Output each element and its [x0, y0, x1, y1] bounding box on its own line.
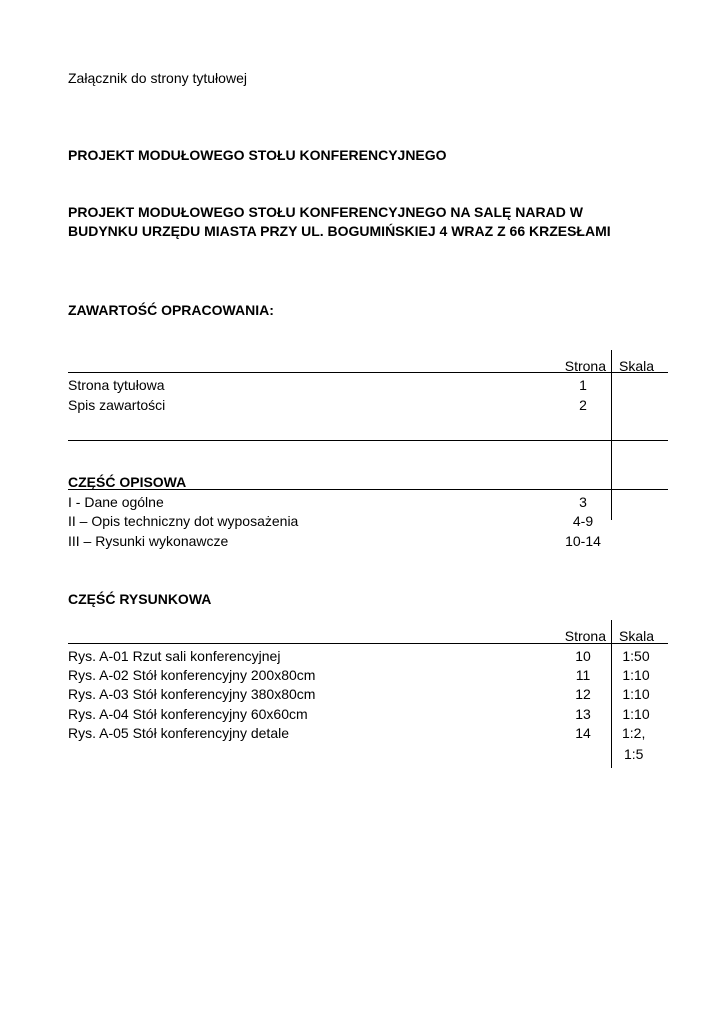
table1-section-rule	[68, 440, 668, 441]
table1-row-name: Spis zawartości	[68, 397, 166, 413]
drawings-heading: CZĘŚĆ RYSUNKOWA	[68, 591, 212, 607]
drawings-header-scale: Skala	[619, 628, 655, 644]
project-full-title-line-1: PROJEKT MODUŁOWEGO STOŁU KONFERENCYJNEGO NA SALĘ NARAD W	[68, 204, 583, 220]
drawings-header-rule	[68, 643, 668, 644]
descriptive-heading: CZĘŚĆ OPISOWA	[68, 474, 187, 490]
drawing-row-scale: 1:50	[622, 648, 650, 664]
drawing-row-page: 13	[575, 706, 591, 722]
drawing-row-scale: 1:10	[622, 706, 650, 722]
drawing-row-scale: 1:10	[622, 686, 650, 702]
drawing-scale-continuation: 1:5	[624, 746, 644, 762]
drawing-row-page: 14	[575, 725, 591, 741]
table1-row-page: 1	[579, 377, 587, 393]
table1-row-page: 2	[579, 397, 587, 413]
descriptive-row-page: 3	[579, 494, 587, 510]
descriptive-row-name: II – Opis techniczny dot wyposażenia	[68, 513, 299, 529]
drawing-row-page: 10	[575, 648, 591, 664]
descriptive-row-page: 4-9	[572, 513, 594, 529]
descriptive-row-name: I - Dane ogólne	[68, 494, 164, 510]
project-full-title-line-2: BUDYNKU URZĘDU MIASTA PRZY UL. BOGUMIŃSKIEJ 4 WRAZ Z 66 KRZESŁAMI	[68, 223, 611, 239]
descriptive-row-name: III – Rysunki wykonawcze	[68, 533, 229, 549]
table1-header-rule	[68, 372, 668, 373]
drawing-row-name: Rys. A-01 Rzut sali konferencyjnej	[68, 648, 281, 664]
drawing-row-page: 12	[575, 686, 591, 702]
drawings-header-page: Strona	[564, 628, 606, 644]
drawing-row-scale: 1:10	[622, 667, 650, 683]
contents-heading: ZAWARTOŚĆ OPRACOWANIA:	[68, 302, 274, 318]
drawing-row-name: Rys. A-04 Stół konferencyjny 60x60cm	[68, 706, 308, 722]
table1-column-divider	[611, 350, 612, 520]
table1-header-scale: Skala	[619, 358, 655, 374]
drawing-row-name: Rys. A-05 Stół konferencyjny detale	[68, 725, 290, 741]
project-title: PROJEKT MODUŁOWEGO STOŁU KONFERENCYJNEGO	[68, 147, 447, 163]
descriptive-heading-rule	[68, 489, 668, 490]
descriptive-row-page: 10-14	[565, 533, 601, 549]
drawing-row-name: Rys. A-03 Stół konferencyjny 380x80cm	[68, 686, 316, 702]
annex-title: Załącznik do strony tytułowej	[68, 70, 247, 86]
table1-header-page: Strona	[564, 358, 606, 374]
drawing-row-page: 11	[575, 667, 591, 683]
drawing-row-name: Rys. A-02 Stół konferencyjny 200x80cm	[68, 667, 316, 683]
drawing-row-scale: 1:2,	[622, 725, 646, 741]
table1-row-name: Strona tytułowa	[68, 377, 165, 393]
